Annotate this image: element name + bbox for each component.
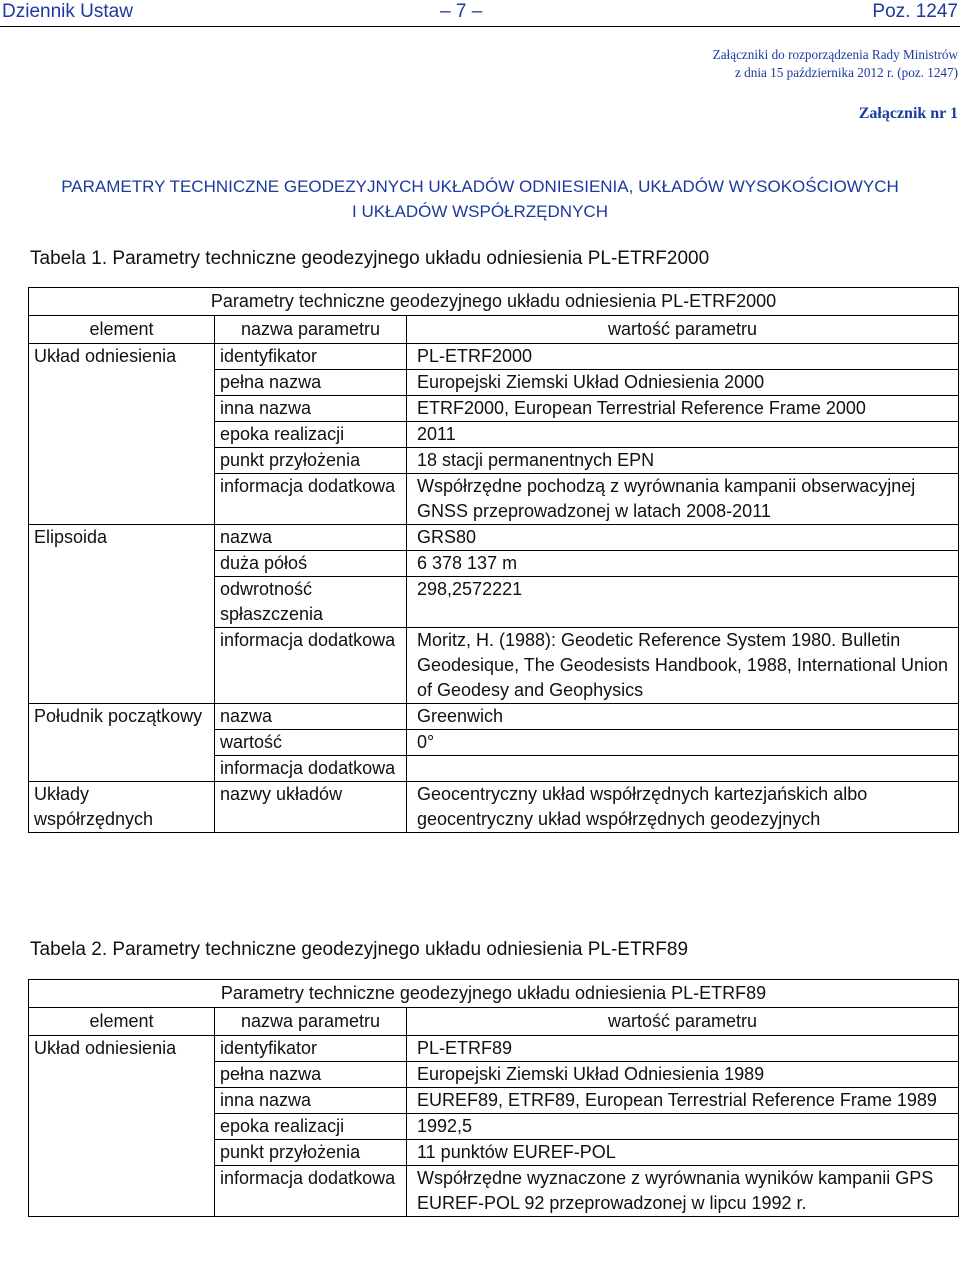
element-cell: [29, 448, 215, 474]
element-cell: [29, 628, 215, 704]
position-number: Poz. 1247: [872, 1, 958, 22]
table-row: [29, 525, 959, 551]
table2: [28, 979, 959, 1217]
parameter-name-cell: punkt przyłożenia: [215, 448, 407, 474]
table-heading: Parametry techniczne geodezyjnego układu odniesienia PL-ETRF89: [29, 980, 959, 1008]
table-row: [29, 448, 959, 474]
table-row: [29, 704, 959, 730]
table-heading: Parametry techniczne geodezyjnego układu odniesienia PL-ETRF2000: [29, 288, 959, 316]
parameter-value-cell: 18 stacji permanentnych EPN: [407, 448, 959, 474]
parameter-value-cell: ETRF2000, European Terrestrial Reference Frame 2000: [407, 396, 959, 422]
table-row: [29, 344, 959, 370]
parameter-value-cell: Greenwich: [407, 704, 959, 730]
parameter-name-cell: pełna nazwa: [215, 1062, 407, 1088]
parameter-value-cell: EUREF89, ETRF89, European Terrestrial Reference Frame 1989: [407, 1088, 959, 1114]
column-header-row: [29, 1008, 959, 1036]
parameter-value-cell: Geocentryczny układ współrzędnych kartezjańskich albo geocentryczny układ współrzędnych geodezyjnych: [407, 782, 959, 833]
element-cell: Południk początkowy: [29, 704, 215, 730]
table-row: [29, 1036, 959, 1062]
parameter-name-cell: inna nazwa: [215, 396, 407, 422]
table1: [28, 287, 959, 833]
page-header: [0, 0, 960, 27]
table-row: [29, 474, 959, 525]
parameter-value-cell: 6 378 137 m: [407, 551, 959, 577]
parameter-name-cell: identyfikator: [215, 1036, 407, 1062]
parameter-name-cell: wartość: [215, 730, 407, 756]
table-row: [29, 1166, 959, 1217]
element-cell: [29, 1166, 215, 1217]
parameter-name-cell: nazwy układów: [215, 782, 407, 833]
element-cell: [29, 1140, 215, 1166]
element-cell: [29, 756, 215, 782]
document-title: [0, 174, 960, 224]
table-row: [29, 370, 959, 396]
parameter-name-cell: informacja dodatkowa: [215, 1166, 407, 1217]
column-header: wartość parametru: [407, 316, 959, 344]
parameter-name-cell: pełna nazwa: [215, 370, 407, 396]
element-cell: [29, 370, 215, 396]
element-cell: [29, 551, 215, 577]
parameter-value-cell: Europejski Ziemski Układ Odniesienia 2000: [407, 370, 959, 396]
column-header: element: [29, 1008, 215, 1036]
table-row: [29, 730, 959, 756]
parameter-value-cell: 11 punktów EUREF-POL: [407, 1140, 959, 1166]
annex-note-line1: Załączniki do rozporządzenia Rady Ministrów: [712, 47, 958, 62]
table2-caption: Tabela 2. Parametry techniczne geodezyjnego układu odniesienia PL-ETRF89: [30, 939, 689, 960]
element-cell: [29, 396, 215, 422]
annex-note: [713, 46, 958, 82]
parameter-name-cell: identyfikator: [215, 344, 407, 370]
table1-caption: Tabela 1. Parametry techniczne geodezyjnego układu odniesienia PL-ETRF2000: [30, 248, 710, 269]
parameter-value-cell: Współrzędne pochodzą z wyrównania kampanii obserwacyjnej GNSS przeprowadzonej w latach 2008-2011: [407, 474, 959, 525]
column-header: nazwa parametru: [215, 1008, 407, 1036]
element-cell: Układ odniesienia: [29, 1036, 215, 1062]
table-row: [29, 1140, 959, 1166]
table-row: [29, 756, 959, 782]
parameter-value-cell: Współrzędne wyznaczone z wyrównania wyników kampanii GPS EUREF-POL 92 przeprowadzonej w lipcu 1992 r.: [407, 1166, 959, 1217]
table-row: [29, 577, 959, 628]
parameter-value-cell: PL-ETRF89: [407, 1036, 959, 1062]
page-number: – 7 –: [440, 1, 483, 22]
element-cell: [29, 730, 215, 756]
document-title-line1: PARAMETRY TECHNICZNE GEODEZYJNYCH UKŁADÓW ODNIESIENIA, UKŁADÓW WYSOKOŚCIOWYCH: [61, 177, 899, 196]
table-row: [29, 1088, 959, 1114]
parameter-name-cell: punkt przyłożenia: [215, 1140, 407, 1166]
parameter-value-cell: PL-ETRF2000: [407, 344, 959, 370]
document-title-line2: I UKŁADÓW WSPÓŁRZĘDNYCH: [352, 202, 608, 221]
parameter-name-cell: odwrotność spłaszczenia: [215, 577, 407, 628]
table-row: [29, 782, 959, 833]
table-row: [29, 628, 959, 704]
parameter-name-cell: epoka realizacji: [215, 422, 407, 448]
annex-note-line2: z dnia 15 października 2012 r. (poz. 1247): [734, 65, 958, 80]
parameter-value-cell: 2011: [407, 422, 959, 448]
parameter-value-cell: [407, 756, 959, 782]
parameter-name-cell: informacja dodatkowa: [215, 628, 407, 704]
table-row: [29, 396, 959, 422]
journal-name: Dziennik Ustaw: [2, 1, 133, 22]
column-header-row: [29, 316, 959, 344]
table-row: [29, 1062, 959, 1088]
parameter-value-cell: 1992,5: [407, 1114, 959, 1140]
element-cell: [29, 422, 215, 448]
element-cell: Elipsoida: [29, 525, 215, 551]
table-row: [29, 1114, 959, 1140]
parameter-name-cell: epoka realizacji: [215, 1114, 407, 1140]
column-header: element: [29, 316, 215, 344]
parameter-value-cell: 298,2572221: [407, 577, 959, 628]
parameter-name-cell: informacja dodatkowa: [215, 756, 407, 782]
element-cell: [29, 1062, 215, 1088]
element-cell: [29, 1114, 215, 1140]
parameter-value-cell: Europejski Ziemski Układ Odniesienia 1989: [407, 1062, 959, 1088]
column-header: nazwa parametru: [215, 316, 407, 344]
parameter-name-cell: informacja dodatkowa: [215, 474, 407, 525]
element-cell: [29, 474, 215, 525]
element-cell: Układy współrzędnych: [29, 782, 215, 833]
parameter-value-cell: GRS80: [407, 525, 959, 551]
table-row: [29, 422, 959, 448]
parameter-name-cell: inna nazwa: [215, 1088, 407, 1114]
column-header: wartość parametru: [407, 1008, 959, 1036]
element-cell: Układ odniesienia: [29, 344, 215, 370]
annex-number: Załącznik nr 1: [858, 105, 958, 122]
element-cell: [29, 577, 215, 628]
parameter-name-cell: nazwa: [215, 704, 407, 730]
element-cell: [29, 1088, 215, 1114]
parameter-value-cell: 0°: [407, 730, 959, 756]
parameter-name-cell: nazwa: [215, 525, 407, 551]
parameter-value-cell: Moritz, H. (1988): Geodetic Reference System 1980. Bulletin Geodesique, The Geodesists Handbook, 1988, International Union of Geodesy and Geophysics: [407, 628, 959, 704]
parameter-name-cell: duża półoś: [215, 551, 407, 577]
table-row: [29, 551, 959, 577]
